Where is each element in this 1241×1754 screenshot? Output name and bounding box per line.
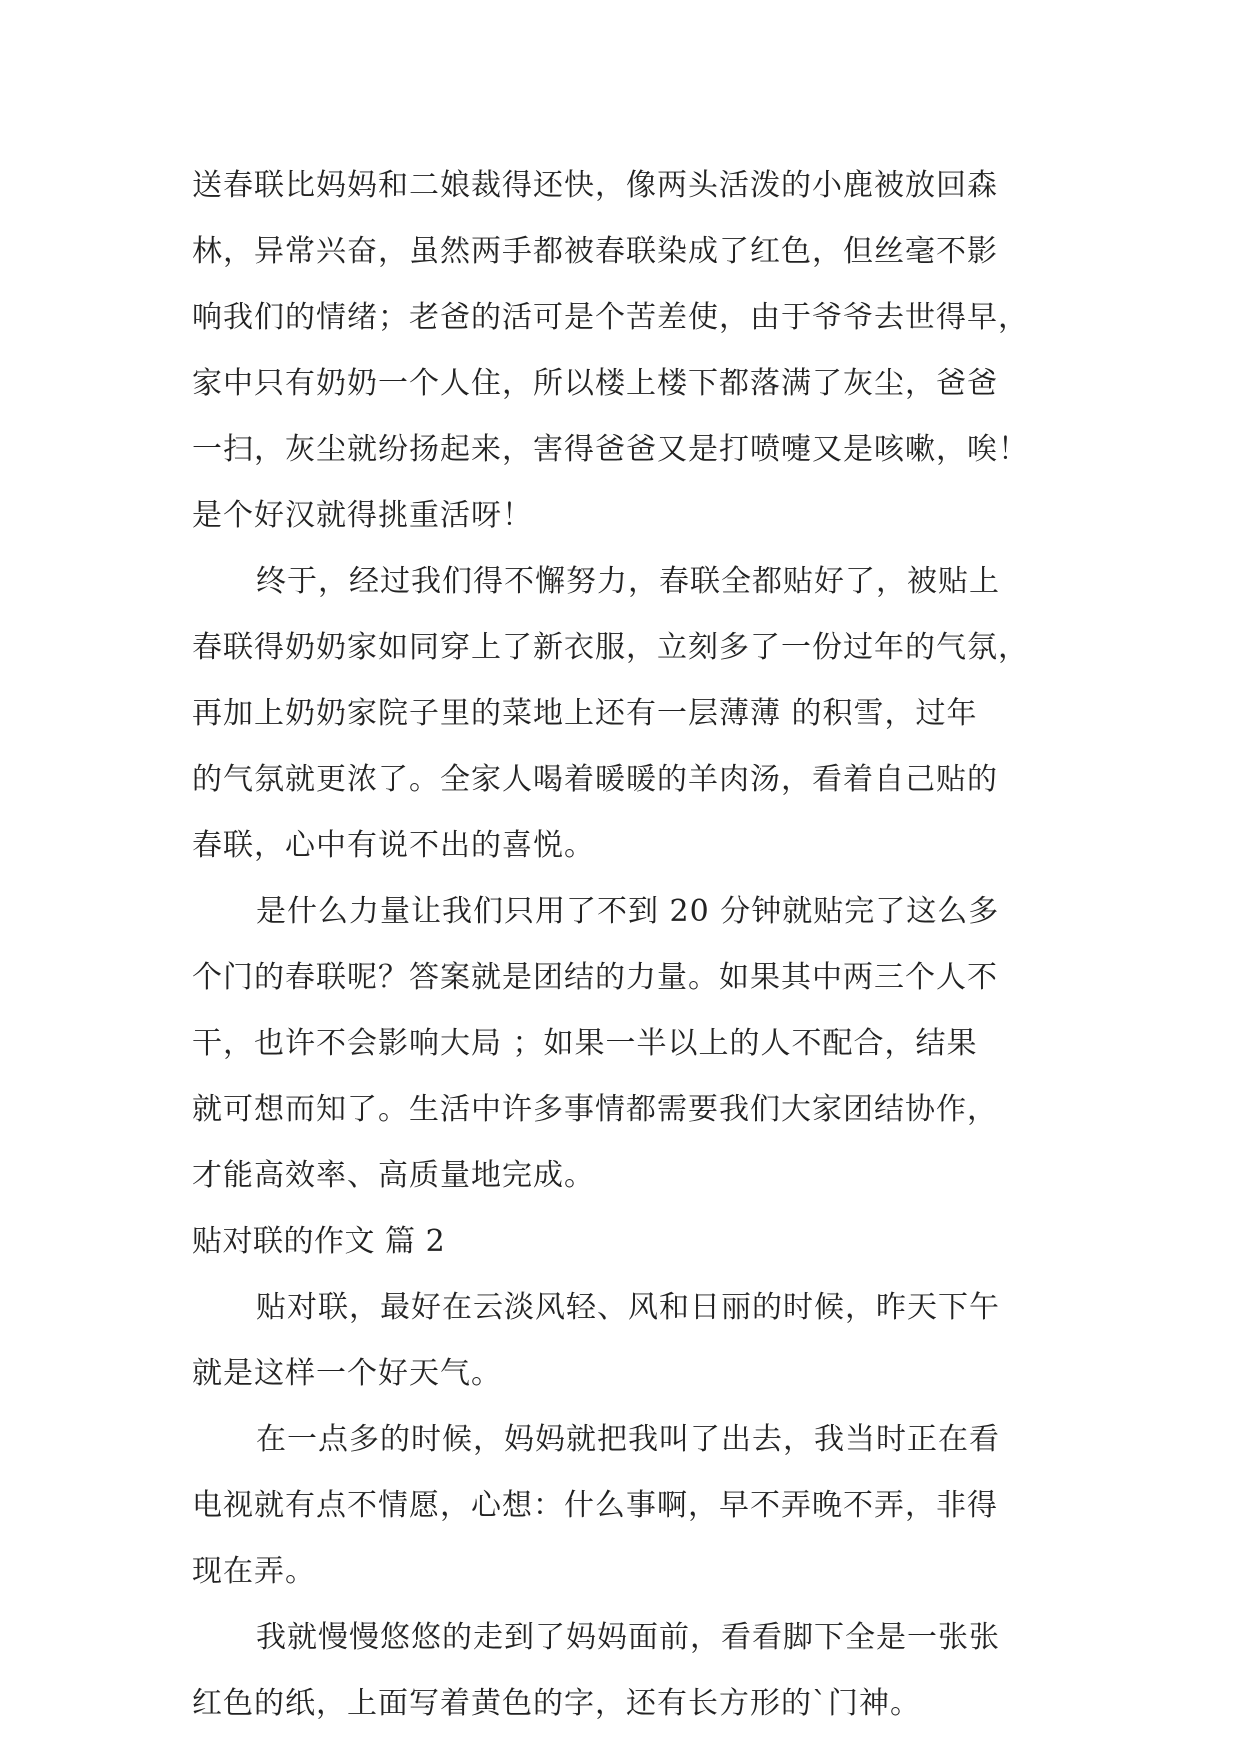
paragraph-line: 干，也许不会影响大局 ；如果一半以上的人不配合，结果 bbox=[192, 1026, 978, 1061]
paragraph-line: 在一点多的时候，妈妈就把我叫了出去，我当时正在看 bbox=[256, 1422, 1000, 1457]
paragraph-line: 是什么力量让我们只用了不到 20 分钟就贴完了这么多 bbox=[256, 894, 1000, 929]
paragraph-line: 春联得奶奶家如同穿上了新衣服，立刻多了一份过年的气氛， bbox=[192, 630, 1029, 665]
paragraph-line: 响我们的情绪；老爸的活可是个苦差使，由于爷爷去世得早， bbox=[192, 300, 1029, 335]
paragraph-line: 送春联比妈妈和二娘裁得还快，像两头活泼的小鹿被放回森 bbox=[192, 168, 998, 203]
paragraph-line: 家中只有奶奶一个人住，所以楼上楼下都落满了灰尘，爸爸 bbox=[192, 366, 998, 401]
paragraph-line: 的气氛就更浓了。全家人喝着暖暖的羊肉汤，看着自己贴的 bbox=[192, 762, 998, 797]
paragraph-line: 电视就有点不情愿，心想：什么事啊，早不弄晚不弄，非得 bbox=[192, 1488, 998, 1523]
paragraph-line: 就是这样一个好天气。 bbox=[192, 1356, 502, 1391]
paragraph-line: 现在弄。 bbox=[192, 1554, 316, 1589]
section-heading: 贴对联的作文 篇 2 bbox=[192, 1224, 446, 1259]
paragraph-line: 春联，心中有说不出的喜悦。 bbox=[192, 828, 595, 863]
paragraph-line: 再加上奶奶家院子里的菜地上还有一层薄薄 的积雪，过年 bbox=[192, 696, 978, 731]
paragraph-line: 个门的春联呢？答案就是团结的力量。如果其中两三个人不 bbox=[192, 960, 998, 995]
paragraph-line: 林，异常兴奋，虽然两手都被春联染成了红色，但丝毫不影 bbox=[192, 234, 998, 269]
paragraph-line: 才能高效率、高质量地完成。 bbox=[192, 1158, 595, 1193]
paragraph-line: 一扫，灰尘就纷扬起来，害得爸爸又是打喷嚏又是咳嗽，唉！ bbox=[192, 432, 1029, 467]
paragraph-line: 红色的纸，上面写着黄色的字，还有长方形的`门神。 bbox=[192, 1686, 921, 1721]
paragraph-line: 就可想而知了。生活中许多事情都需要我们大家团结协作， bbox=[192, 1092, 998, 1127]
paragraph-line: 终于，经过我们得不懈努力，春联全都贴好了，被贴上 bbox=[256, 564, 1000, 599]
paragraph-line: 贴对联，最好在云淡风轻、风和日丽的时候，昨天下午 bbox=[256, 1290, 1000, 1325]
paragraph-line: 是个好汉就得挑重活呀！ bbox=[192, 498, 533, 533]
paragraph-line: 我就慢慢悠悠的走到了妈妈面前，看看脚下全是一张张 bbox=[256, 1620, 1000, 1655]
